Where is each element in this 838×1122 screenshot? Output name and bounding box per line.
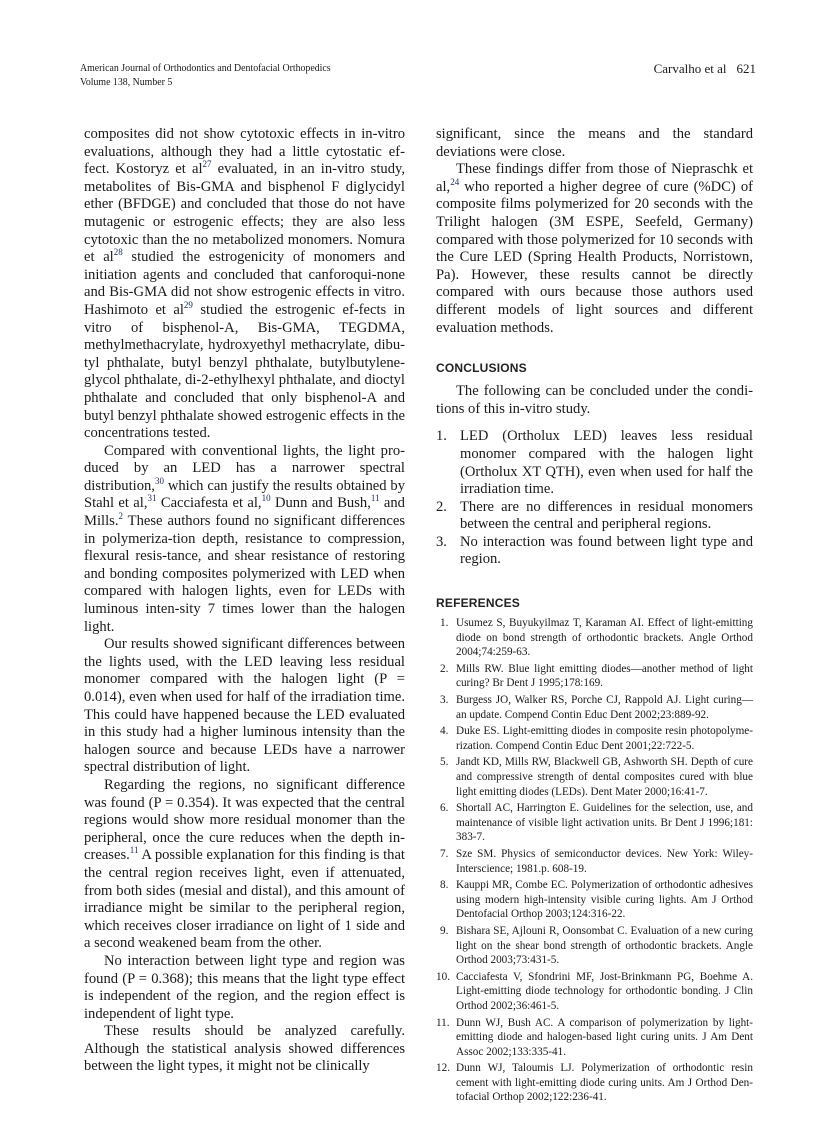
page-number: 621: [736, 61, 756, 76]
journal-title: American Journal of Orthodontics and Dentofacial Orthopedics: [80, 63, 331, 74]
conclusion-item: 1. LED (Ortholux LED) leaves less residual monomer compared with the halogen light (Ortholux XT QTH), even when used for half the irradiation time.: [436, 428, 753, 498]
journal-info: [80, 62, 331, 90]
conclusions-list: [436, 428, 753, 569]
citation-superscript: 28: [113, 247, 123, 258]
left-column: [84, 126, 405, 1076]
paragraph-results-lights: Our results showed significant differences between the lights used, with the LED leaving less residual monomer compared with the halogen light (P = 0.014), even when used for half of the irradiation time. This could have happened because the LED evaluated in this study had a higher luminous intensity than the halogen source and because LEDs have a narrower spectral distribution of light.: [84, 636, 405, 776]
citation-superscript: 10: [261, 493, 271, 504]
paragraph-cytotoxicity: composites did not show cytotoxic effects in in-vitro evaluations, although they had a little cytostatic ef-fect. Kostoryz et $al^{27}$ evaluated, in an in-vitro study, metabolites of Bis-GMA and bisphenol F diglycidyl ether (BFDGE) and concluded that those do not have mutagenic or estrogenic effects; they are also less cytotoxic than the no metabolized monomers. Nomura et $al^{28}$ studied the estrogenicity of monomers and initiation agents and concluded that canforoqui-none and Bis-GMA did not show estrogenic effects in vitro. Hashimoto et $al^{29}$ studied the estrogenic ef-fects in vitro of bisphenol-A, Bis-GMA, TEGDMA, methylmethacrylate, hydroxyethyl methacrylate, dibu-tyl phthalate, butyl benzyl phthalate, butylbutylene-glycol phthalate, di-2-ethylhexyl phthalate, and dioctyl phthalate and concluded that only bisphenol-A and butyl benzyl phthalate showed estrogenic effects in the concentrations tested.: [84, 126, 406, 442]
running-authors: Carvalho et al: [653, 61, 727, 76]
citation-superscript: 11: [129, 845, 139, 856]
conclusion-item: 2. There are no differences in residual monomers between the central and peripheral regions.: [436, 498, 753, 533]
citation-superscript: 31: [147, 493, 157, 504]
reference-item: 4. Duke ES. Light-emitting diodes in composite resin photopolyme-rization. Compend Contin Educ Dent 2001;22:722-5.: [440, 725, 753, 752]
references-heading: REFERENCES: [436, 596, 521, 611]
paragraph-caution: These results should be analyzed carefully. Although the statistical analysis showed differences between the light types, it might not be clinically: [84, 1023, 405, 1075]
running-header: [80, 62, 758, 92]
reference-item: 3. Burgess JO, Walker RS, Porche CJ, Rappold AJ. Light curing—an update. Compend Contin Educ Dent 2002;23:889-92.: [440, 694, 753, 721]
citation-superscript: 30: [154, 475, 164, 486]
paragraph-interaction: No interaction between light type and region was found (P = 0.368); this means that the light type effect is independent of the region, and the region effect is independent of light type.: [84, 952, 405, 1022]
citation-superscript: 2: [118, 511, 123, 522]
reference-item: 5. Jandt KD, Mills RW, Blackwell GB, Ashworth SH. Depth of cure and compressive strength of dental composites cured with blue light emitting diodes (LEDs). Dent Mater 2000;16:41-7.: [440, 756, 753, 798]
reference-item: 12. Dunn WJ, Taloumis LJ. Polymerization of orthodontic resin cement with light-emitting diode curing units. Am J Orthod Den-tofacial Orthop 2002;122:236-41.: [436, 1062, 753, 1104]
citation-superscript: 24: [450, 176, 460, 187]
conclusions-heading: CONCLUSIONS: [436, 361, 527, 376]
citation-superscript: 27: [202, 159, 212, 170]
paragraph-regions: Regarding the regions, no significant difference was found (P = 0.354). It was expected that the central regions would show more residual monomer than the peripheral, once the cure reduces when the depth in-creases.$^{11}$ A possible explanation for this finding is that the central region receives light, even if attenuated, from both sides (mesial and distal), and this amount of irradiance might be similar to the peripheral region, which receives closer irradiance on light of 1 side and a second weakened beam from the other.: [84, 776, 405, 952]
references-list: [436, 616, 753, 1105]
reference-item: 9. Bishara SE, Ajlouni R, Oonsombat C. Evaluation of a new curing light on the shear bond strength of orthodontic brackets. Angle Orthod 2003;73:431-5.: [440, 924, 753, 967]
reference-item: 2. Mills RW. Blue light emitting diodes—another method of light curing? Br Dent J 1995;178:169.: [440, 662, 753, 690]
reference-item: 11. Dunn WJ, Bush AC. A comparison of polymerization by light-emitting diode and halogen-based light curing units. J Am Dent Assoc 2002;133:335-41.: [436, 1016, 753, 1058]
right-column: [436, 126, 753, 1107]
reference-item: 8. Kauppi MR, Combe EC. Polymerization of orthodontic adhesives using modern high-intensity visible curing lights. Am J Orthod Dentofacial Orthop 2003;124:316-22.: [440, 879, 753, 921]
paragraph-niepraschk: These findings differ from those of Niepraschk et al,$^{24}$ who reported a higher degree of cure (%DC) of composite films polymerized for 20 seconds with the Trilight halogen (3M ESPE, Seefeld, Germany) compared with those polymerized for 10 seconds with the Cure LED (Spring Health Products, Norristown, Pa). However, these results cannot be directly compared with ours because those authors used different models of light sources and different evaluation methods.: [436, 161, 753, 336]
reference-item: 7. Sze SM. Physics of semiconductor devices. New York: Wiley-Interscience; 1981.p. 608-19.: [440, 847, 753, 875]
reference-item: 6. Shortall AC, Harrington E. Guidelines for the selection, use, and maintenance of visible light activation units. Br Dent J 1996;181: 383-7.: [440, 802, 753, 844]
reference-item: 1. Usumez S, Buyukyilmaz T, Karaman AI. Effect of light-emitting diode on bond strength of orthodontic brackets. Angle Orthod 2004;74:259-63.: [440, 617, 753, 659]
conclusion-item: 3. No interaction was found between light type and region.: [436, 533, 753, 568]
citation-superscript: 29: [183, 299, 193, 310]
paragraph-significance: significant, since the means and the standard deviations were close.: [436, 126, 753, 160]
journal-volume: Volume 138, Number 5: [80, 77, 173, 88]
citation-superscript: 11: [370, 493, 380, 504]
conclusions-intro: The following can be concluded under the condi-tions of this in-vitro study.: [436, 383, 753, 417]
paragraph-spectral-distribution: Compared with conventional lights, the light pro-duced by an LED has a narrower spectral distribution,$^{30}$ which can justify the results obtained by Stahl et al,$^{31}$ Cacciafesta et al,$^{10}$ Dunn and Bush,$^{11}$ and Mills.$^2$ These authors found no significant differences in polymeriza-tion depth, resistance to compression, flexural resis-tance, and shear resistance of restoring and bonding composites polymerized with LED when compared with halogen lights, even for LEDs with luminous inten-sity 7 times lower than the halogen light.: [84, 442, 405, 635]
author-page-runner: [654, 62, 756, 76]
reference-item: 10. Cacciafesta V, Sfondrini MF, Jost-Brinkmann PG, Boehme A. Light-emitting diode technology for orthodontic bonding. J Clin Orthod 2002;36:461-5.: [436, 970, 753, 1012]
